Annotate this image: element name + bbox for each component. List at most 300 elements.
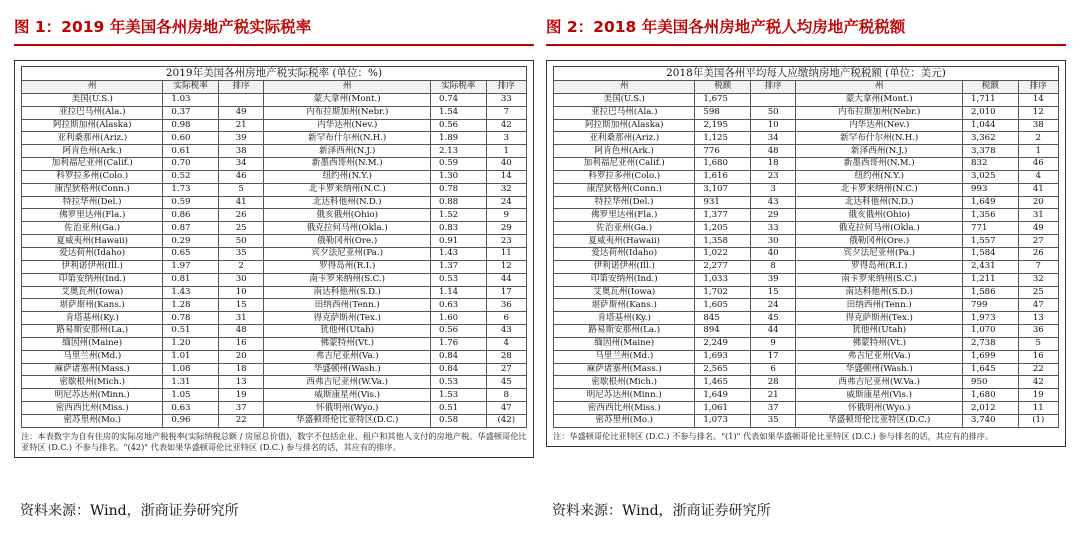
table-cell: 1,022: [695, 247, 751, 260]
table-cell: 2,010: [963, 106, 1019, 119]
table-cell: 怀俄明州(Wyo.): [264, 402, 431, 415]
table-cell: 35: [750, 414, 795, 427]
table-cell: 南卡罗来纳州(S.C.): [264, 273, 431, 286]
table-cell: 亚拉巴马州(Ala.): [554, 106, 695, 119]
table-row: [554, 158, 1059, 171]
table-cell: 598: [695, 106, 751, 119]
table-cell: 0.59: [431, 158, 487, 171]
table-cell: 0.61: [163, 145, 219, 158]
table-cell: 39: [218, 132, 263, 145]
table-cell: 1,680: [695, 158, 751, 171]
table-cell: 30: [750, 235, 795, 248]
figure-2-table-frame: [546, 60, 1066, 447]
table-cell: 50: [218, 235, 263, 248]
table-cell: 堪萨斯州(Kans.): [554, 299, 695, 312]
table-row: [554, 106, 1059, 119]
table-cell: 怀俄明州(Wyo.): [796, 402, 963, 415]
table-cell: 堪萨斯州(Kans.): [22, 299, 163, 312]
column-header: 排序: [218, 81, 263, 94]
table-row: [22, 286, 527, 299]
table-cell: 佐治亚州(Ga.): [22, 222, 163, 235]
table-cell: 2: [1018, 132, 1058, 145]
table-cell: 0.91: [431, 235, 487, 248]
table-cell: 0.56: [431, 325, 487, 338]
table-cell: 799: [963, 299, 1019, 312]
table-cell: 缅因州(Maine): [554, 337, 695, 350]
table-row: [554, 222, 1059, 235]
table-row: [554, 337, 1059, 350]
table-cell: 阿拉斯加州(Alaska): [22, 119, 163, 132]
table-cell: 内华达州(Nev.): [264, 119, 431, 132]
table-cell: 24: [486, 196, 526, 209]
table-cell: 27: [1018, 235, 1058, 248]
table-row: [554, 183, 1059, 196]
table-cell: 20: [218, 350, 263, 363]
table-row: [22, 325, 527, 338]
table-cell: 1,680: [963, 389, 1019, 402]
table-cell: 20: [1018, 196, 1058, 209]
table-cell: 蒙大拿州(Mont.): [264, 93, 431, 106]
table-cell: 19: [1018, 389, 1058, 402]
table-cell: 0.84: [431, 350, 487, 363]
figure-1-table-title: 2019年美国各州房地产税实际税率 (单位：%): [21, 66, 527, 80]
table-cell: 华盛顿哥伦比亚特区(D.C.): [796, 414, 963, 427]
table-row: [22, 222, 527, 235]
table-row: [554, 363, 1059, 376]
table-row: [22, 299, 527, 312]
table-cell: 0.58: [431, 414, 487, 427]
table-cell: 南达科他州(S.D.): [796, 286, 963, 299]
table-cell: 南达科他州(S.D.): [264, 286, 431, 299]
table-cell: 38: [1018, 119, 1058, 132]
table-cell: 16: [1018, 350, 1058, 363]
table-cell: 40: [486, 158, 526, 171]
table-cell: 俄克拉何马州(Okla.): [796, 222, 963, 235]
table-cell: 1,557: [963, 235, 1019, 248]
table-row: [22, 260, 527, 273]
table-cell: 1.53: [431, 389, 487, 402]
table-cell: (42): [486, 414, 526, 427]
table-cell: 30: [218, 273, 263, 286]
table-cell: 894: [695, 325, 751, 338]
table-cell: 弗吉尼亚州(Va.): [264, 350, 431, 363]
table-cell: 内布拉斯加州(Nebr.): [264, 106, 431, 119]
table-cell: 46: [1018, 158, 1058, 171]
table-cell: 俄勒冈州(Ore.): [796, 235, 963, 248]
table-cell: 0.59: [163, 196, 219, 209]
table-cell: 0.87: [163, 222, 219, 235]
table-cell: 1,702: [695, 286, 751, 299]
source-note-2: 资料来源：Wind，浙商证券研究所: [552, 503, 771, 519]
table-cell: 25: [218, 222, 263, 235]
table-cell: 新墨西哥州(N.M.): [264, 158, 431, 171]
table-cell: 0.70: [163, 158, 219, 171]
table-cell: 37: [218, 402, 263, 415]
table-cell: 缅因州(Maine): [22, 337, 163, 350]
figure-1-note: 注：本表数字为自有住房的实际房地产税税率(实际纳税总额 / 房屋总价值)，数字不包括企业、租户和其他人支付的房地产税。华盛顿哥伦比亚特区 (D.C.) 不参与排名。"(42)" 代表如果华盛顿哥伦比亚特区 (D.C.) 参与排名的话，其应有的排序。: [21, 430, 527, 452]
table-cell: 22: [1018, 363, 1058, 376]
table-cell: 田纳西州(Tenn.): [264, 299, 431, 312]
table-cell: 0.78: [431, 183, 487, 196]
table-row: [22, 363, 527, 376]
table-cell: 1,693: [695, 350, 751, 363]
table-cell: 15: [218, 299, 263, 312]
table-row: [22, 350, 527, 363]
table-cell: 14: [486, 170, 526, 183]
table-cell: 845: [695, 312, 751, 325]
table-cell: 纽约州(N.Y.): [796, 170, 963, 183]
table-cell: 威斯康星州(Vis.): [796, 389, 963, 402]
table-row: [22, 414, 527, 427]
table-cell: 密西西比州(Miss.): [22, 402, 163, 415]
table-cell: 1.43: [431, 247, 487, 260]
table-cell: 3,378: [963, 145, 1019, 158]
table-cell: 6: [486, 312, 526, 325]
table-cell: 44: [750, 325, 795, 338]
table-row: [22, 312, 527, 325]
table-cell: 夏威夷州(Hawaii): [22, 235, 163, 248]
table-cell: 0.81: [163, 273, 219, 286]
table-cell: 麻萨诸塞州(Mass.): [554, 363, 695, 376]
table-cell: 3: [486, 132, 526, 145]
column-header: 税额: [963, 81, 1019, 94]
table-cell: 11: [486, 247, 526, 260]
table-cell: 南卡罗来纳州(S.C.): [796, 273, 963, 286]
table-cell: 32: [1018, 273, 1058, 286]
table-cell: 42: [1018, 376, 1058, 389]
table-cell: 0.53: [431, 273, 487, 286]
table-cell: 密西西比州(Miss.): [554, 402, 695, 415]
table-cell: 华盛顿州(Wash.): [796, 363, 963, 376]
table-cell: 0.83: [431, 222, 487, 235]
table-cell: 28: [750, 376, 795, 389]
figure-2-panel: [546, 0, 1066, 447]
table-cell: 0.65: [163, 247, 219, 260]
table-cell: 832: [963, 158, 1019, 171]
table-cell: 肯塔基州(Ky.): [22, 312, 163, 325]
table-row: [554, 196, 1059, 209]
table-cell: 爱达荷州(Idaho): [554, 247, 695, 260]
table-row: [22, 247, 527, 260]
table-cell: 1.60: [431, 312, 487, 325]
table-cell: 0.60: [163, 132, 219, 145]
table-cell: 48: [218, 325, 263, 338]
table-cell: 5: [1018, 337, 1058, 350]
table-cell: 47: [486, 402, 526, 415]
table-cell: 新泽西州(N.J.): [264, 145, 431, 158]
table-cell: 19: [218, 389, 263, 402]
table-cell: 2,195: [695, 119, 751, 132]
table-cell: 0.53: [431, 376, 487, 389]
table-cell: 49: [1018, 222, 1058, 235]
table-cell: 1.14: [431, 286, 487, 299]
table-cell: 西弗吉尼亚州(W.Va.): [796, 376, 963, 389]
table-cell: 1,356: [963, 209, 1019, 222]
table-cell: 0.98: [163, 119, 219, 132]
table-row: [554, 170, 1059, 183]
table-cell: 40: [750, 247, 795, 260]
table-cell: 31: [218, 312, 263, 325]
table-cell: 50: [750, 106, 795, 119]
table-cell: 1,649: [963, 196, 1019, 209]
table-row: [22, 235, 527, 248]
table-cell: 10: [750, 119, 795, 132]
table-cell: 田纳西州(Tenn.): [796, 299, 963, 312]
table-cell: 麻萨诸塞州(Mass.): [22, 363, 163, 376]
table-row: [554, 350, 1059, 363]
table-cell: 18: [218, 363, 263, 376]
table-cell: 950: [963, 376, 1019, 389]
table-cell: 内华达州(Nev.): [796, 119, 963, 132]
table-cell: 犹他州(Utah): [264, 325, 431, 338]
table-cell: 1.03: [163, 93, 219, 106]
table-cell: 1,699: [963, 350, 1019, 363]
table-cell: 1.52: [431, 209, 487, 222]
table-cell: 北卡罗来纳州(N.C.): [796, 183, 963, 196]
table-cell: 1,205: [695, 222, 751, 235]
table-cell: 38: [218, 145, 263, 158]
table-cell: 1,616: [695, 170, 751, 183]
table-cell: 2,738: [963, 337, 1019, 350]
table-cell: 28: [486, 350, 526, 363]
table-cell: 密苏里州(Mo.): [22, 414, 163, 427]
table-cell: 纽约州(N.Y.): [264, 170, 431, 183]
table-cell: 美国(U.S.): [554, 93, 695, 106]
table-row: [554, 247, 1059, 260]
table-cell: 1.97: [163, 260, 219, 273]
table-cell: 1,605: [695, 299, 751, 312]
table-cell: 罗得岛州(R.I.): [264, 260, 431, 273]
table-cell: 北达科他州(N.D.): [264, 196, 431, 209]
table-cell: 43: [750, 196, 795, 209]
table-cell: 佐治亚州(Ga.): [554, 222, 695, 235]
table-cell: 33: [750, 222, 795, 235]
table-cell: 路易斯安那州(La.): [554, 325, 695, 338]
column-header: 实际税率: [431, 81, 487, 94]
table-cell: 3,740: [963, 414, 1019, 427]
table-cell: 康涅狄格州(Conn.): [22, 183, 163, 196]
table-cell: 阿肯色州(Ark.): [554, 145, 695, 158]
table-cell: 23: [750, 170, 795, 183]
table-cell: 41: [218, 196, 263, 209]
table-cell: 10: [218, 286, 263, 299]
table-cell: 1.20: [163, 337, 219, 350]
table-cell: 24: [750, 299, 795, 312]
table-cell: 1,649: [695, 389, 751, 402]
table-cell: 11: [1018, 402, 1058, 415]
table-cell: 0.84: [431, 363, 487, 376]
table-cell: 1,061: [695, 402, 751, 415]
table-cell: 华盛顿哥伦比亚特区(D.C.): [264, 414, 431, 427]
table-cell: 6: [750, 363, 795, 376]
table-cell: 艾奥瓦州(Iowa): [22, 286, 163, 299]
table-cell: 39: [750, 273, 795, 286]
table-row: [22, 376, 527, 389]
table-row: [554, 119, 1059, 132]
table-row: [22, 132, 527, 145]
figure-2-table-title: 2018年美国各州平均每人应缴纳房地产税税额 (单位：美元): [553, 66, 1059, 80]
table-cell: 1.73: [163, 183, 219, 196]
table-cell: 1,675: [695, 93, 751, 106]
table-cell: 44: [486, 273, 526, 286]
figure-1-table-frame: [14, 60, 534, 458]
table-cell: 0.86: [163, 209, 219, 222]
table-row: [22, 389, 527, 402]
figure-1-table: [21, 80, 527, 428]
table-cell: 47: [1018, 299, 1058, 312]
table-cell: 0.78: [163, 312, 219, 325]
table-cell: 2,277: [695, 260, 751, 273]
column-header: 排序: [486, 81, 526, 94]
table-cell: 北卡罗来纳州(N.C.): [264, 183, 431, 196]
table-cell: 7: [1018, 260, 1058, 273]
table-cell: 4: [486, 337, 526, 350]
table-row: [554, 209, 1059, 222]
table-cell: 0.51: [431, 402, 487, 415]
figure-1-title: 图 1：2019 年美国各州房地产税实际税率: [14, 10, 534, 46]
table-cell: 21: [750, 389, 795, 402]
table-cell: 1.28: [163, 299, 219, 312]
table-row: [22, 183, 527, 196]
table-row: [554, 260, 1059, 273]
table-cell: 马里兰州(Md.): [554, 350, 695, 363]
table-cell: 36: [1018, 325, 1058, 338]
table-cell: 罗得岛州(R.I.): [796, 260, 963, 273]
table-row: [22, 196, 527, 209]
table-cell: 艾奥瓦州(Iowa): [554, 286, 695, 299]
table-cell: 1,211: [963, 273, 1019, 286]
table-cell: 1: [1018, 145, 1058, 158]
table-cell: 1,465: [695, 376, 751, 389]
table-cell: 佛罗里达州(Fla.): [554, 209, 695, 222]
table-row: [22, 337, 527, 350]
table-cell: 肯塔基州(Ky.): [554, 312, 695, 325]
table-cell: 29: [486, 222, 526, 235]
table-cell: 1.37: [431, 260, 487, 273]
table-cell: 37: [750, 402, 795, 415]
table-row: [554, 414, 1059, 427]
table-cell: 16: [218, 337, 263, 350]
table-header-row: [22, 81, 527, 94]
table-cell: 23: [486, 235, 526, 248]
table-cell: 科罗拉多州(Colo.): [22, 170, 163, 183]
table-cell: 佛蒙特州(Vt.): [796, 337, 963, 350]
table-cell: 26: [1018, 247, 1058, 260]
column-header: 州: [264, 81, 431, 94]
table-cell: 7: [486, 106, 526, 119]
table-cell: 17: [750, 350, 795, 363]
table-cell: 新墨西哥州(N.M.): [796, 158, 963, 171]
table-row: [554, 299, 1059, 312]
table-row: [22, 106, 527, 119]
table-cell: 14: [1018, 93, 1058, 106]
table-cell: 阿肯色州(Ark.): [22, 145, 163, 158]
table-cell: 威斯康星州(Vis.): [264, 389, 431, 402]
table-cell: 爱达荷州(Idaho): [22, 247, 163, 260]
table-cell: 0.63: [163, 402, 219, 415]
table-row: [22, 119, 527, 132]
table-cell: 新泽西州(N.J.): [796, 145, 963, 158]
table-cell: 1.01: [163, 350, 219, 363]
table-cell: 夏威夷州(Hawaii): [554, 235, 695, 248]
table-cell: 0.37: [163, 106, 219, 119]
table-cell: 33: [486, 93, 526, 106]
table-cell: 密歇根州(Mich.): [554, 376, 695, 389]
figure-2-note: 注：华盛顿哥伦比亚特区 (D.C.) 不参与排名。"(1)" 代表如果华盛顿哥伦比亚特区 (D.C.) 参与排名的话，其应有的排序。: [553, 430, 994, 441]
table-row: [554, 402, 1059, 415]
table-cell: 科罗拉多州(Colo.): [554, 170, 695, 183]
figure-2-title: 图 2：2018 年美国各州房地产税人均房地产税税额: [546, 10, 1066, 46]
table-cell: 35: [218, 247, 263, 260]
table-cell: 31: [1018, 209, 1058, 222]
table-cell: 0.56: [431, 119, 487, 132]
column-header: 实际税率: [163, 81, 219, 94]
figure-2-table: [553, 80, 1059, 428]
table-cell: 13: [218, 376, 263, 389]
table-cell: 2,012: [963, 402, 1019, 415]
table-cell: 3: [750, 183, 795, 196]
table-row: [554, 286, 1059, 299]
table-cell: 华盛顿州(Wash.): [264, 363, 431, 376]
table-cell: 1: [486, 145, 526, 158]
table-cell: 12: [486, 260, 526, 273]
table-row: [554, 376, 1059, 389]
source-note-1: 资料来源：Wind，浙商证券研究所: [20, 503, 239, 519]
table-cell: 新罕布什尔州(N.H.): [264, 132, 431, 145]
table-cell: 4: [1018, 170, 1058, 183]
table-cell: 2.13: [431, 145, 487, 158]
table-cell: 931: [695, 196, 751, 209]
table-cell: 伊利诺伊州(Ill.): [22, 260, 163, 273]
table-cell: 3,362: [963, 132, 1019, 145]
table-row: [554, 389, 1059, 402]
table-cell: 犹他州(Utah): [796, 325, 963, 338]
table-cell: 伊利诺伊州(Ill.): [554, 260, 695, 273]
column-header: 州: [796, 81, 963, 94]
table-cell: 北达科他州(N.D.): [796, 196, 963, 209]
table-cell: 17: [486, 286, 526, 299]
table-row: [554, 132, 1059, 145]
table-cell: 43: [486, 325, 526, 338]
table-cell: 1,711: [963, 93, 1019, 106]
table-cell: 2,249: [695, 337, 751, 350]
table-cell: 3,025: [963, 170, 1019, 183]
table-cell: 36: [486, 299, 526, 312]
table-cell: 2: [218, 260, 263, 273]
table-row: [22, 170, 527, 183]
table-cell: 特拉华州(Del.): [22, 196, 163, 209]
table-cell: 俄勒冈州(Ore.): [264, 235, 431, 248]
table-cell: 776: [695, 145, 751, 158]
table-cell: 32: [486, 183, 526, 196]
table-cell: 49: [218, 106, 263, 119]
table-cell: 康涅狄格州(Conn.): [554, 183, 695, 196]
table-cell: 宾夕法尼亚州(Pa.): [796, 247, 963, 260]
table-cell: 亚利桑那州(Ariz.): [554, 132, 695, 145]
table-cell: 俄亥俄州(Ohio): [796, 209, 963, 222]
table-cell: 1,358: [695, 235, 751, 248]
table-cell: 18: [750, 158, 795, 171]
column-header: 税额: [695, 81, 751, 94]
table-cell: 29: [750, 209, 795, 222]
table-cell: 1,073: [695, 414, 751, 427]
table-cell: 1.08: [163, 363, 219, 376]
table-cell: 1.89: [431, 132, 487, 145]
table-cell: 弗吉尼亚州(Va.): [796, 350, 963, 363]
table-cell: 34: [750, 132, 795, 145]
table-cell: 1,586: [963, 286, 1019, 299]
table-cell: 加利福尼亚州(Calif.): [554, 158, 695, 171]
